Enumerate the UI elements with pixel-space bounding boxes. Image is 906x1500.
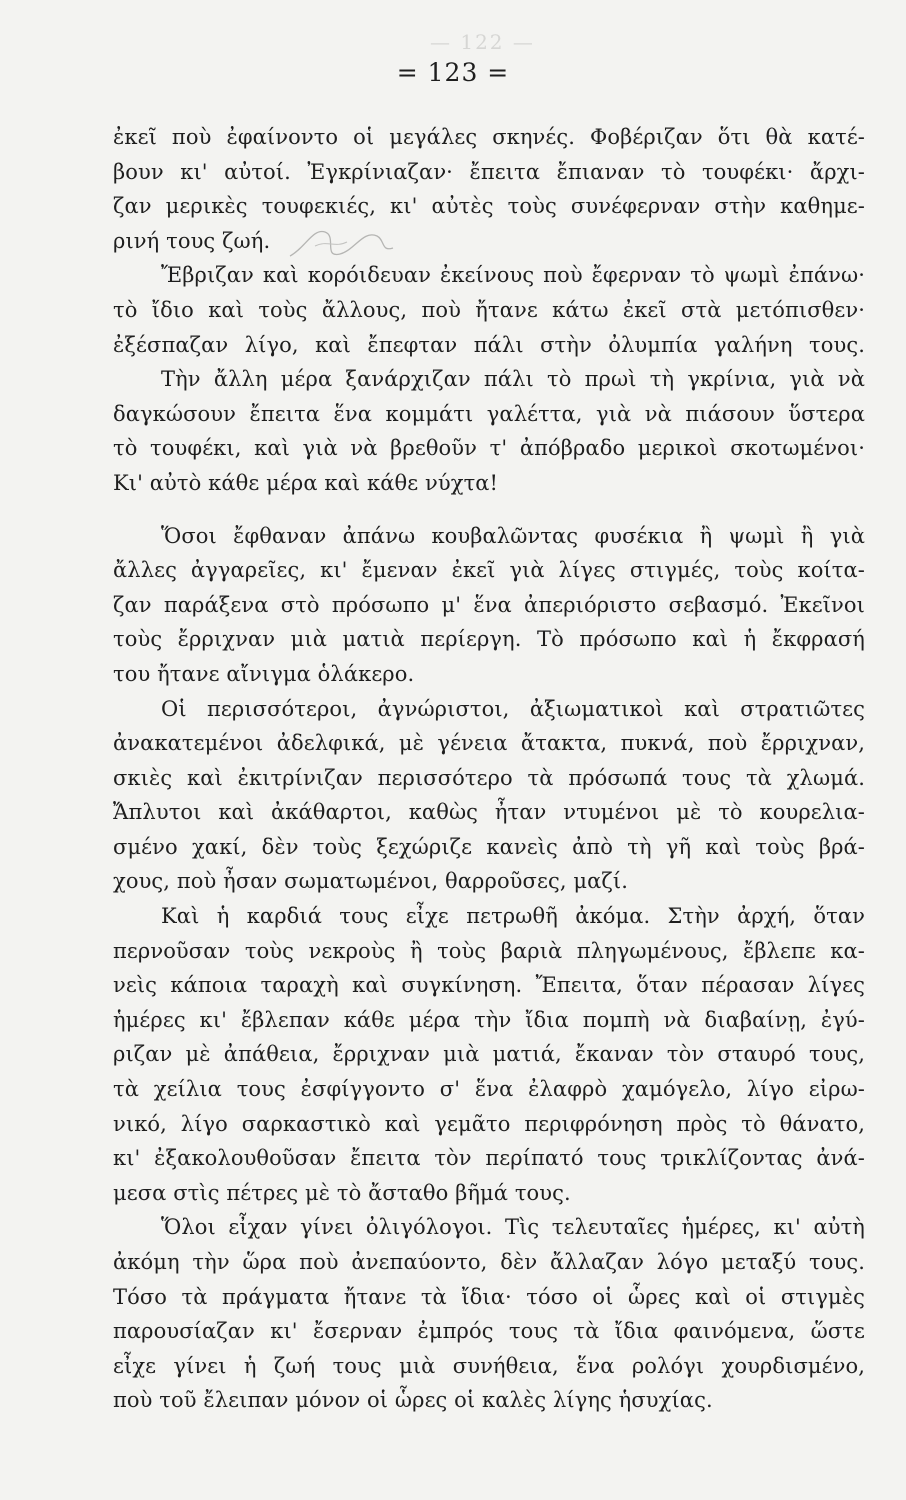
text-line: ζαν μερικὲς τουφεκιές, κι' αὐτὲς τοὺς συνέφερναν στὴν καθημε- [113,194,865,219]
text-line: κι' ἐξακολουθοῦσαν ἔπειτα τὸν περίπατό τους τρικλίζοντας ἀνά- [113,1146,865,1171]
text-line: ρινή τους ζωή. [113,228,271,253]
text-line: Οἱ περισσότεροι, ἀγνώριστοι, ἀξιωματικοὶ καὶ στρατιῶτες [161,696,865,721]
text-line: ἀνακατεμένοι ἀδελφικά, μὲ γένεια ἄτακτα, πυκνά, ποὺ ἔρριχναν, [113,731,865,756]
text-line: βουν κι' αὐτοί. Ἐγκρίνιαζαν· ἔπειτα ἔπιαναν τὸ τουφέκι· ἄρχι- [113,159,865,184]
text-line: ἐξέσπαζαν λίγο, καὶ ἔπεφταν πάλι στὴν ὀλυμπία γαλήνη τους. [113,332,865,357]
text-line: ριζαν μὲ ἀπάθεια, ἔρριχναν μιὰ ματιά, ἔκαναν τὸν σταυρό τους, [113,1042,865,1067]
text-line: ποὺ τοῦ ἔλειπαν μόνον οἱ ὧρες οἱ καλὲς λίγης ἡσυχίας. [113,1388,713,1413]
body-text [113,120,865,1418]
text-line: Τὴν ἄλλη μέρα ξανάρχιζαν πάλι τὸ πρωὶ τὴ γκρίνια, γιὰ νὰ [161,367,865,392]
text-line: ἐκεῖ ποὺ ἐφαίνοντο οἱ μεγάλες σκηνές. Φοβέριζαν ὅτι θὰ κατέ- [113,125,865,149]
text-line: Ὅλοι εἶχαν γίνει ὀλιγόλογοι. Τὶς τελευταῖες ἡμέρες, κι' αὐτὴ [161,1215,865,1240]
text-line: ἄλλες ἀγγαρεῖες, κι' ἔμεναν ἐκεῖ γιὰ λίγες στιγμές, τοὺς κοίτα- [113,558,865,583]
text-line: περνοῦσαν τοὺς νεκροὺς ἢ τοὺς βαριὰ πληγωμένους, ἔβλεπε κα- [113,938,865,963]
text-line: τὰ χείλια τους ἐσφίγγοντο σ' ἕνα ἐλαφρὸ χαμόγελο, λίγο εἰρω- [113,1077,865,1102]
text-line: νικό, λίγο σαρκαστικὸ καὶ γεμᾶτο περιφρόνηση πρὸς τὸ θάνατο, [113,1111,865,1136]
text-line: τὸ ἴδιο καὶ τοὺς ἄλλους, ποὺ ἤτανε κάτω ἐκεῖ στὰ μετόπισθεν· [113,297,865,322]
text-line: ἀκόμη τὴν ὥρα ποὺ ἀνεπαύοντο, δὲν ἄλλαζαν λόγο μεταξύ τους. [113,1250,865,1274]
text-line: σμένο χακί, δὲν τοὺς ξεχώριζε κανεὶς ἀπὸ τὴ γῆ καὶ τοὺς βρά- [113,834,865,859]
text-line: ζαν παράξενα στὸ πρόσωπο μ' ἕνα ἀπεριόριστο σεβασμό. Ἐκεῖνοι [113,592,865,617]
text-line: Κι' αὐτὸ κάθε μέρα καὶ κάθε νύχτα! [113,470,499,495]
text-line: τοὺς ἔρριχναν μιὰ ματιὰ περίεργη. Τὸ πρόσωπο καὶ ἡ ἔκφρασή [113,627,865,652]
text-line: δαγκώσουν ἔπειτα ἕνα κομμάτι γαλέττα, γιὰ νὰ πιάσουν ὕστερα [113,401,865,426]
text-line: τὸ τουφέκι, καὶ γιὰ νὰ βρεθοῦν τ' ἀπόβραδο μερικοὶ σκοτωμένοι· [113,436,865,461]
page-number: = 123 = [396,58,510,87]
text-line: εἶχε γίνει ἡ ζωή τους μιὰ συνήθεια, ἕνα ρολόγι χουρδισμένο, [113,1353,865,1378]
text-line: Καὶ ἡ καρδιά τους εἶχε πετρωθῆ ἀκόμα. Στὴν ἀρχή, ὅταν [161,904,865,929]
text-line: Ὅσοι ἔφθαναν ἀπάνω κουβαλῶντας φυσέκια ἢ ψωμὶ ἢ γιὰ [161,523,865,548]
text-line: Ἔβριζαν καὶ κορόιδευαν ἐκείνους ποὺ ἔφερναν τὸ ψωμὶ ἐπάνω· [161,263,865,288]
bleed-through-page-number: — 122 — [430,30,535,54]
text-line: χους, ποὺ ἦσαν σωματωμένοι, θαρροῦσες, μαζί. [113,869,628,894]
text-line: ἡμέρες κι' ἔβλεπαν κάθε μέρα τὴν ἴδια πομπὴ νὰ διαβαίνῃ, ἐγύ- [113,1007,865,1032]
text-line: Τόσο τὰ πράγματα ἤτανε τὰ ἴδια· τόσο οἱ ὧρες καὶ οἱ στιγμὲς [113,1284,865,1309]
text-line: σκιὲς καὶ ἐκιτρίνιζαν περισσότερο τὰ πρόσωπά τους τὰ χλωμά. [113,765,865,790]
text-line: Ἄπλυτοι καὶ ἀκάθαρτοι, καθὼς ἦταν ντυμένοι μὲ τὸ κουρελια- [113,800,865,825]
text-line: μεσα στὶς πέτρες μὲ τὸ ἄσταθο βῆμά τους. [113,1180,571,1205]
text-line: του ἤτανε αἴνιγμα ὁλάκερο. [113,661,415,686]
text-line: παρουσίαζαν κι' ἔσερναν ἐμπρός τους τὰ ἴδια φαινόμενα, ὥστε [113,1319,865,1344]
text-line: νεὶς κάποια ταραχὴ καὶ συγκίνηση. Ἔπειτα, ὅταν πέρασαν λίγες [113,973,865,998]
